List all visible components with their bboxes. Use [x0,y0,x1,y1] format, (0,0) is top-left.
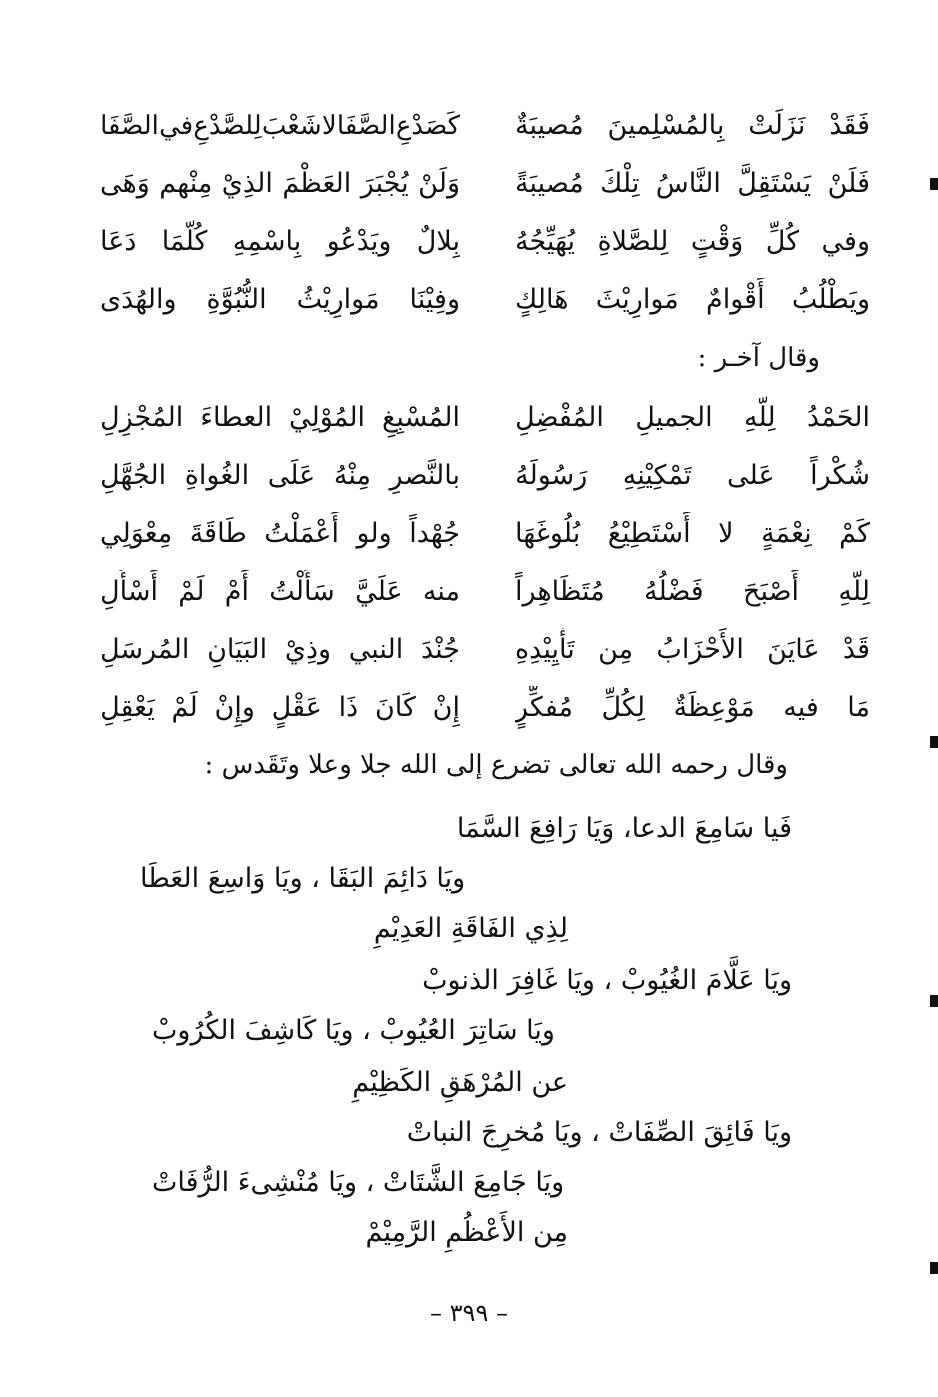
poem-1 [100,96,870,328]
prayer-line: عن المُرْهَقِ الكَظِيْمِ [352,1067,568,1098]
scan-edge-mark [930,1262,938,1274]
hemistich-first: فَقَدْ نَزَلَتْ بِالمُسْلِمينَ مُصيبَةٌ [515,110,870,141]
verse [100,96,870,154]
verse [100,154,870,212]
hemistich-first: شُكْراً عَلى تَمْكِيْنِهِ رَسُولَهُ [515,460,870,491]
prayer-line: مِن الأَعْظُمِ الرَّمِيْمْ [365,1217,568,1248]
hemistich-first: الحَمْدُ لِلَّهِ الجميلِ المُفْضِلِ [515,402,870,433]
hemistich-first: مَا فيه مَوْعِظَةٌ لِكُلِّ مُفكِّرٍ [515,692,870,723]
verse [100,620,870,678]
hemistich-first: ويَطْلُبُ أَقْوامٌ مَوارِيْثَ هَالِكٍ [515,284,870,315]
prayer-line: لِذِي الفَاقَةِ العَدِيْمِ [373,913,568,944]
verse [100,270,870,328]
hemistich-second: المُسْبِغِ المُوْلِيْ العطاءَ المُجْزِلِ [100,402,460,433]
scan-edge-mark [930,736,938,748]
hemistich-second: جُنْدَ النبي وذِيْ البَيَانِ المُرسَلِ [100,634,460,665]
section-heading: وقال آخـر : [697,343,820,373]
hemistich-second: بِلالٌ ويَدْعُو بِاسْمِهِ كُلَّمَا دَعَا [100,226,460,257]
hemistich-second: وفِيْنَا مَوارِيْثُ النُّبُوَّةِ والهُدَى [100,284,460,315]
verse [100,212,870,270]
poem-2 [100,388,870,736]
page-number: – ٣٩٩ – [430,1299,508,1327]
verse [100,446,870,504]
verse [100,562,870,620]
section-heading: وقال رحمه الله تعالى تضرع إلى الله جلا وعلا وتَقَدس : [204,750,788,780]
scan-edge-mark [930,995,938,1007]
hemistich-first: فَلَنْ يَسْتَقِلَّ النَّاسُ تِلْكَ مُصيبَةً [515,168,870,199]
hemistich-second: وَلَنْ يُجْبَرَ العَظْمَ الذِيْ مِنْهم وَهَى [100,168,460,199]
hemistich-first: قَدْ عَايَنَ الأَحْزَابُ مِن تَأْيِيْدِهِ [515,634,870,665]
hemistich-second: كَصَدْعِ الصَّفَا لا شَعْبَ لِلصَّدْعِ في الصَّفَا [100,111,460,141]
hemistich-second: منه عَلَيَّ سَأَلْتُ أَمْ لَمْ أَسْأَلِ [100,576,460,607]
prayer-line: ويَا دَائِمَ البَقَا ، ويَا وَاسِعَ العَطَا [140,863,466,894]
prayer-line: ويَا عَلَّامَ الغُيُوبْ ، ويَا غَافِرَ الذنوبْ [422,965,792,996]
verse [100,504,870,562]
hemistich-first: لِلَّهِ أَصْبَحَ فَضْلُهُ مُتَظَاهِراً [515,576,870,607]
hemistich-second: إِنْ كَانَ ذَا عَقْلٍ وإِنْ لَمْ يَعْقِلِ [100,692,460,723]
hemistich-second: بالنَّصرِ مِنْهُ عَلَى الغُواةِ الجُهَّلِ [100,460,460,491]
verse [100,388,870,446]
prayer-line: فَيا سَامِعَ الدعا، وَيَا رَافِعَ السَّمَا [456,813,792,844]
hemistich-first: وفي كُلِّ وَقْتٍ لِلصَّلاةِ يُهَيِّجُهُ [515,226,870,257]
prayer-line: ويَا فَائِقَ الصِّفَاتْ ، ويَا مُخرِجَ النباتْ [406,1117,792,1148]
hemistich-first: كَمْ نِعْمَةٍ لا أَسْتَطِيْعُ بُلُوغَهَا [515,518,870,549]
prayer-line: ويَا سَاتِرَ العُيُوبْ ، ويَا كَاشِفَ الكُرُوبْ [152,1015,555,1046]
prayer-line: ويَا جَامِعَ الشَّتَاتْ ، ويَا مُنْشِىءَ الرُّفَاتْ [152,1167,565,1198]
scan-edge-mark [930,178,938,190]
verse [100,678,870,736]
hemistich-second: جُهْداً ولو أَعْمَلْتُ طَاقَةَ مِعْوَلِي [100,518,460,549]
